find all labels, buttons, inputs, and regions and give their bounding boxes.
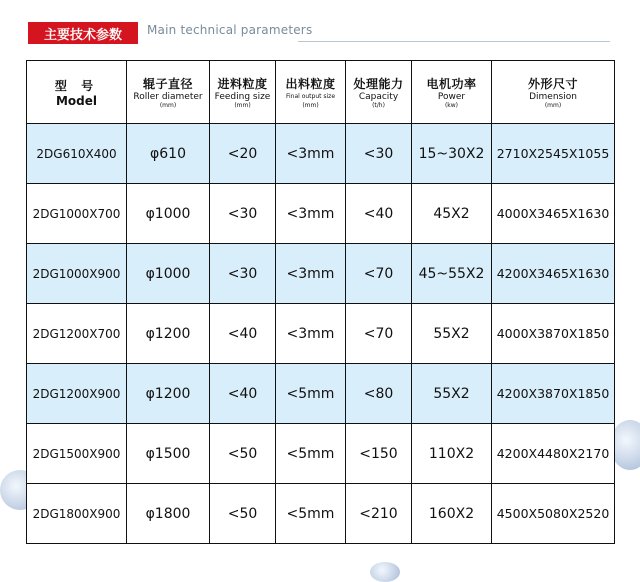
- cell-roller-diameter: φ1200: [127, 364, 210, 424]
- table-header-row: [27, 61, 615, 124]
- cell-model: 2DG1000X700: [27, 184, 127, 244]
- cell-power: 45~55X2: [412, 244, 492, 304]
- cell-power: 45X2: [412, 184, 492, 244]
- cell-power: 160X2: [412, 484, 492, 544]
- cell-capacity: <40: [346, 184, 412, 244]
- column-header-output-size: 出料粒度 Final output size (mm): [276, 61, 346, 124]
- cell-output-size: <3mm: [276, 124, 346, 184]
- header-divider: [298, 41, 610, 42]
- cell-output-size: <3mm: [276, 244, 346, 304]
- column-header-model: 型 号 Model: [27, 61, 127, 124]
- table-row: [27, 244, 615, 304]
- cell-output-size: <3mm: [276, 184, 346, 244]
- cell-dimension: 4200X4480X2170: [492, 424, 615, 484]
- cell-dimension: 2710X2545X1055: [492, 124, 615, 184]
- cell-dimension: 4000X3870X1850: [492, 304, 615, 364]
- cell-roller-diameter: φ1000: [127, 184, 210, 244]
- column-header-capacity: 处理能力 Capacity (t/h): [346, 61, 412, 124]
- cell-roller-diameter: φ1000: [127, 244, 210, 304]
- cell-feeding-size: <40: [210, 304, 276, 364]
- cell-roller-diameter: φ1800: [127, 484, 210, 544]
- column-header-feeding-size: 进料粒度 Feeding size (mm): [210, 61, 276, 124]
- column-header-roller-diameter: 辊子直径 Roller diameter (mm): [127, 61, 210, 124]
- cell-feeding-size: <50: [210, 424, 276, 484]
- cell-feeding-size: <30: [210, 184, 276, 244]
- cell-output-size: <3mm: [276, 304, 346, 364]
- cell-capacity: <70: [346, 244, 412, 304]
- technical-parameters-table: [26, 60, 615, 544]
- cell-feeding-size: <40: [210, 364, 276, 424]
- cell-output-size: <5mm: [276, 424, 346, 484]
- table-row: [27, 304, 615, 364]
- table-row: [27, 424, 615, 484]
- cell-model: 2DG1200X700: [27, 304, 127, 364]
- cell-power: 110X2: [412, 424, 492, 484]
- table-row: [27, 184, 615, 244]
- table-row: [27, 484, 615, 544]
- section-title-cn: 主要技术参数: [28, 22, 138, 44]
- cell-model: 2DG1500X900: [27, 424, 127, 484]
- section-title-en: Main technical parameters: [147, 23, 313, 37]
- decorative-sphere-bottom: [370, 562, 400, 582]
- table-row: [27, 364, 615, 424]
- cell-feeding-size: <30: [210, 244, 276, 304]
- cell-output-size: <5mm: [276, 484, 346, 544]
- column-header-dimension: 外形尺寸 Dimension (mm): [492, 61, 615, 124]
- table-row: [27, 124, 615, 184]
- cell-model: 2DG610X400: [27, 124, 127, 184]
- column-header-power: 电机功率 Power (kw): [412, 61, 492, 124]
- cell-capacity: <210: [346, 484, 412, 544]
- cell-capacity: <30: [346, 124, 412, 184]
- cell-output-size: <5mm: [276, 364, 346, 424]
- cell-model: 2DG1800X900: [27, 484, 127, 544]
- cell-dimension: 4200X3870X1850: [492, 364, 615, 424]
- cell-feeding-size: <20: [210, 124, 276, 184]
- cell-power: 15~30X2: [412, 124, 492, 184]
- cell-roller-diameter: φ610: [127, 124, 210, 184]
- cell-power: 55X2: [412, 304, 492, 364]
- cell-roller-diameter: φ1200: [127, 304, 210, 364]
- cell-roller-diameter: φ1500: [127, 424, 210, 484]
- cell-power: 55X2: [412, 364, 492, 424]
- cell-capacity: <80: [346, 364, 412, 424]
- cell-capacity: <70: [346, 304, 412, 364]
- cell-dimension: 4200X3465X1630: [492, 244, 615, 304]
- cell-dimension: 4500X5080X2520: [492, 484, 615, 544]
- cell-model: 2DG1200X900: [27, 364, 127, 424]
- cell-capacity: <150: [346, 424, 412, 484]
- cell-model: 2DG1000X900: [27, 244, 127, 304]
- cell-dimension: 4000X3465X1630: [492, 184, 615, 244]
- cell-feeding-size: <50: [210, 484, 276, 544]
